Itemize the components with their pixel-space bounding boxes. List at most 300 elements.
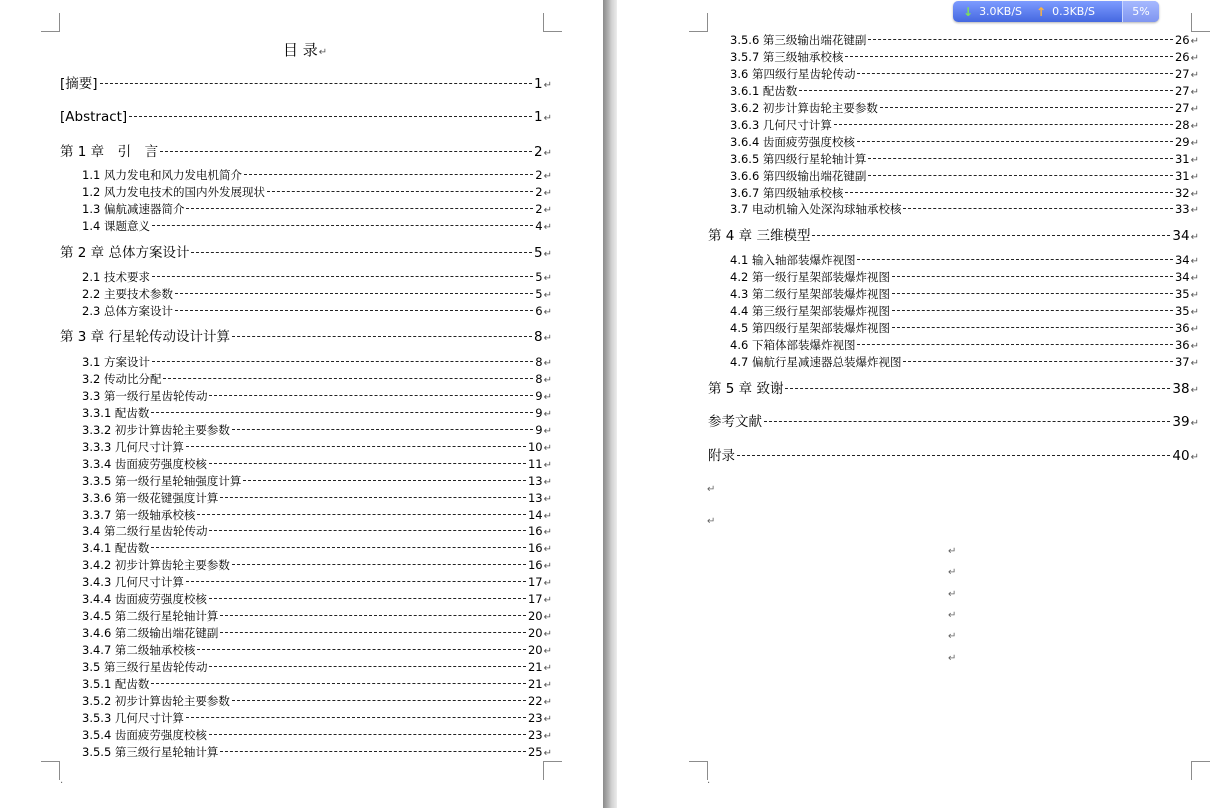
toc-leader-dots: [129, 116, 532, 117]
toc-entry-page: 8: [535, 355, 543, 369]
toc-entry[interactable]: [82, 490, 552, 506]
toc-entry-title: 3.3.2 初步计算齿轮主要参数: [82, 423, 230, 437]
toc-leader-dots: [151, 683, 526, 684]
toc-entry-page: 14: [527, 508, 543, 522]
toc-entry[interactable]: [60, 76, 552, 92]
paragraph-mark: ↵: [1190, 205, 1199, 216]
toc-entry-page: 16: [527, 558, 543, 572]
toc-entry[interactable]: [82, 405, 552, 421]
toc-entry[interactable]: [82, 540, 552, 556]
paragraph-mark: ↵: [543, 561, 552, 572]
paragraph-mark: ↵: [1190, 290, 1199, 301]
toc-entry[interactable]: [82, 727, 552, 743]
toc-entry-title: 3.7 电动机输入处深沟球轴承校核: [730, 202, 902, 216]
toc-entry-page: 1: [534, 76, 543, 92]
toc-entry-page: 39: [1172, 414, 1190, 430]
toc-entry-title: 第 5 章 致谢: [708, 381, 784, 397]
paragraph-mark: ↵: [1190, 452, 1199, 463]
toc-entry-page: 1: [534, 109, 543, 125]
toc-entry-page: 11: [527, 457, 543, 471]
toc-leader-dots: [220, 497, 526, 498]
toc-entry-title: 3.5.1 配齿数: [82, 677, 150, 691]
toc-leader-dots: [220, 615, 526, 616]
toc-entry-title: 3.6.3 几何尺寸计算: [730, 118, 832, 132]
upload-speed: 0.3KB/S: [1052, 5, 1096, 18]
toc-entry-page: 5: [534, 245, 543, 261]
toc-entry-page: 28: [1174, 118, 1190, 132]
toc-entry-page: 9: [535, 406, 543, 420]
toc-entry-page: 35: [1174, 287, 1190, 301]
toc-entry-title: 3.5.3 几何尺寸计算: [82, 711, 184, 725]
paragraph-mark: ↵: [1190, 189, 1199, 200]
toc-entry-page: 8: [535, 372, 543, 386]
toc-entry-title: 3.6.1 配齿数: [730, 84, 798, 98]
paragraph-mark: ↵: [543, 290, 552, 301]
toc-leader-dots: [175, 310, 533, 311]
toc-leader-dots: [209, 666, 526, 667]
toc-leader-dots: [857, 344, 1173, 345]
toc-entry[interactable]: [82, 693, 552, 709]
toc-entry-page: 40: [1172, 448, 1190, 464]
paragraph-mark: .: [60, 775, 64, 786]
paragraph-mark: ↵: [948, 631, 957, 642]
toc-list-left: [0, 0, 603, 808]
toc-entry-page: 31: [1174, 169, 1190, 183]
toc-entry-title: 4.1 输入轴部装爆炸视图: [730, 253, 856, 267]
paragraph-mark: ↵: [543, 680, 552, 691]
paragraph-mark: ↵: [1190, 307, 1199, 318]
document-page-left: [0, 0, 603, 808]
toc-entry-title: 第 3 章 行星轮传动设计计算: [60, 329, 230, 345]
paragraph-mark: ↵: [948, 610, 957, 621]
toc-entry[interactable]: [730, 117, 1199, 133]
toc-leader-dots: [799, 90, 1173, 91]
paragraph-mark: ↵: [543, 171, 552, 182]
toc-leader-dots: [232, 336, 532, 337]
toc-leader-dots: [163, 378, 533, 379]
paragraph-mark: ↵: [543, 731, 552, 742]
toc-entry-title: 1.1 风力发电和风力发电机简介: [82, 168, 242, 182]
toc-leader-dots: [903, 208, 1173, 209]
toc-entry-page: 5: [535, 270, 543, 284]
toc-entry[interactable]: [82, 269, 552, 285]
toc-entry[interactable]: [60, 144, 552, 160]
paragraph-mark: ↵: [543, 748, 552, 759]
paragraph-mark: ↵: [1190, 172, 1199, 183]
toc-entry-title: 4.5 第四级行星架部装爆炸视图: [730, 321, 890, 335]
paragraph-mark: ↵: [1190, 273, 1199, 284]
toc-entry-page: 17: [527, 575, 543, 589]
toc-entry[interactable]: [708, 414, 1199, 430]
toc-leader-dots: [834, 124, 1173, 125]
toc-entry-title: 3.5.5 第三级行星轮轴计算: [82, 745, 219, 759]
toc-entry-page: 2: [535, 168, 543, 182]
toc-list-right: [617, 0, 1229, 808]
paragraph-mark: ↵: [1190, 70, 1199, 81]
toc-entry-title: 4.4 第三级行星架部装爆炸视图: [730, 304, 890, 318]
toc-entry-title: 3.6 第四级行星齿轮传动: [730, 67, 856, 81]
toc-entry-page: 26: [1174, 50, 1190, 64]
toc-leader-dots: [267, 191, 533, 192]
toc-entry-page: 32: [1174, 186, 1190, 200]
toc-entry[interactable]: [708, 228, 1199, 244]
paragraph-mark: .: [707, 775, 711, 786]
toc-entry-page: 25: [527, 745, 543, 759]
paragraph-mark: ↵: [1190, 87, 1199, 98]
toc-leader-dots: [892, 276, 1173, 277]
toc-entry-title: 3.3.6 第一级花键强度计算: [82, 491, 219, 505]
toc-entry[interactable]: [82, 659, 552, 675]
paragraph-mark: ↵: [1190, 53, 1199, 64]
toc-entry-title: 4.7 偏航行星减速器总装爆炸视图: [730, 355, 902, 369]
paragraph-mark: ↵: [1190, 155, 1199, 166]
paragraph-mark: ↵: [543, 612, 552, 623]
network-speed-widget[interactable]: [953, 1, 1159, 22]
toc-entry[interactable]: [730, 100, 1199, 116]
toc-leader-dots: [160, 151, 532, 152]
paragraph-mark: ↵: [543, 494, 552, 505]
toc-entry-title: [摘要]: [60, 76, 98, 92]
toc-entry-page: 8: [534, 329, 543, 345]
toc-entry[interactable]: [730, 66, 1199, 82]
toc-entry-page: 36: [1174, 338, 1190, 352]
toc-leader-dots: [857, 259, 1173, 260]
toc-entry-title: 3.5.7 第三级轴承校核: [730, 50, 844, 64]
toc-leader-dots: [197, 514, 526, 515]
paragraph-mark: ↵: [1190, 232, 1199, 243]
toc-entry-title: 3.4.1 配齿数: [82, 541, 150, 555]
toc-entry-title: 4.6 下箱体部装爆炸视图: [730, 338, 856, 352]
toc-leader-dots: [186, 446, 526, 447]
toc-entry[interactable]: [82, 574, 552, 590]
toc-entry[interactable]: [82, 456, 552, 472]
toc-entry-title: 3.4 第二级行星齿轮传动: [82, 524, 208, 538]
toc-leader-dots: [244, 174, 533, 175]
toc-entry-title: 3.1 方案设计: [82, 355, 150, 369]
toc-entry[interactable]: [60, 329, 552, 345]
toc-leader-dots: [845, 192, 1173, 193]
paragraph-mark: ↵: [1190, 36, 1199, 47]
paragraph-mark: ↵: [543, 646, 552, 657]
toc-entry[interactable]: [82, 388, 552, 404]
toc-leader-dots: [152, 276, 533, 277]
paragraph-mark: ↵: [543, 477, 552, 488]
toc-leader-dots: [232, 700, 526, 701]
toc-entry[interactable]: [82, 710, 552, 726]
toc-entry-title: 3.4.3 几何尺寸计算: [82, 575, 184, 589]
toc-entry-title: 3.5 第三级行星齿轮传动: [82, 660, 208, 674]
toc-entry-title: 2.1 技术要求: [82, 270, 150, 284]
toc-leader-dots: [209, 530, 526, 531]
toc-entry-title: 第 4 章 三维模型: [708, 228, 811, 244]
toc-entry-page: 17: [527, 592, 543, 606]
toc-entry-title: 3.3.1 配齿数: [82, 406, 150, 420]
toc-entry[interactable]: [708, 381, 1199, 397]
toc-entry-title: 3.5.6 第三级输出端花键副: [730, 33, 867, 47]
toc-entry-page: 27: [1174, 101, 1190, 115]
toc-entry[interactable]: [82, 523, 552, 539]
paragraph-mark: ↵: [543, 307, 552, 318]
toc-entry-page: 16: [527, 524, 543, 538]
paragraph-mark: ↵: [543, 333, 552, 344]
toc-entry-page: 5: [535, 287, 543, 301]
toc-leader-dots: [152, 225, 533, 226]
toc-leader-dots: [175, 293, 533, 294]
toc-entry-page: 20: [527, 609, 543, 623]
toc-leader-dots: [151, 547, 526, 548]
toc-entry-title: 2.3 总体方案设计: [82, 304, 173, 318]
toc-entry[interactable]: [82, 608, 552, 624]
toc-entry-title: 3.4.6 第二级输出端花键副: [82, 626, 219, 640]
paragraph-mark: ↵: [543, 358, 552, 369]
upload-arrow-icon: ↑: [1036, 4, 1047, 19]
toc-entry-page: 37: [1174, 355, 1190, 369]
paragraph-mark: ↵: [543, 188, 552, 199]
toc-entry[interactable]: [82, 303, 552, 319]
toc-leader-dots: [209, 463, 526, 464]
toc-entry[interactable]: [730, 185, 1199, 201]
paragraph-mark: ↵: [707, 516, 716, 527]
toc-entry[interactable]: [730, 201, 1199, 217]
download-speed: 3.0KB/S: [979, 5, 1023, 18]
toc-entry-page: 4: [535, 219, 543, 233]
toc-entry-page: 13: [527, 474, 543, 488]
document-page-right: [617, 0, 1229, 808]
toc-entry-title: 1.4 课题意义: [82, 219, 150, 233]
toc-entry-page: 10: [527, 440, 543, 454]
toc-leader-dots: [186, 208, 533, 209]
toc-entry-title: 第 2 章 总体方案设计: [60, 245, 190, 261]
paragraph-mark: ↵: [543, 249, 552, 260]
toc-entry[interactable]: [730, 252, 1199, 268]
toc-leader-dots: [197, 649, 526, 650]
toc-leader-dots: [892, 310, 1173, 311]
paragraph-mark: ↵: [543, 222, 552, 233]
toc-entry-title: [Abstract]: [60, 109, 128, 125]
toc-entry[interactable]: [82, 591, 552, 607]
toc-entry[interactable]: [730, 134, 1199, 150]
toc-entry[interactable]: [82, 473, 552, 489]
toc-entry-page: 20: [527, 643, 543, 657]
toc-entry-page: 21: [527, 677, 543, 691]
toc-entry-page: 26: [1174, 33, 1190, 47]
toc-leader-dots: [845, 56, 1173, 57]
toc-entry-title: 3.6.5 第四级行星轮轴计算: [730, 152, 867, 166]
toc-entry[interactable]: [82, 507, 552, 523]
download-arrow-icon: ↓: [963, 4, 974, 19]
toc-entry-title: 4.2 第一级行星架部装爆炸视图: [730, 270, 890, 284]
paragraph-mark: ↵: [543, 629, 552, 640]
paragraph-mark: ↵: [543, 375, 552, 386]
toc-entry-title: 4.3 第二级行星架部装爆炸视图: [730, 287, 890, 301]
paragraph-mark: ↵: [543, 113, 552, 124]
toc-leader-dots: [209, 395, 533, 396]
toc-entry[interactable]: [82, 371, 552, 387]
toc-entry-title: 附录: [708, 448, 735, 464]
toc-entry-page: 34: [1174, 270, 1190, 284]
toc-leader-dots: [186, 717, 526, 718]
toc-entry-page: 22: [527, 694, 543, 708]
paragraph-mark: ↵: [543, 595, 552, 606]
paragraph-mark: ↵: [543, 578, 552, 589]
toc-entry-title: 3.3 第一级行星齿轮传动: [82, 389, 208, 403]
toc-entry[interactable]: [730, 303, 1199, 319]
toc-leader-dots: [243, 480, 526, 481]
toc-entry[interactable]: [730, 320, 1199, 336]
toc-entry[interactable]: [82, 642, 552, 658]
toc-entry-page: 23: [527, 728, 543, 742]
paragraph-mark: ↵: [543, 409, 552, 420]
toc-entry[interactable]: [730, 286, 1199, 302]
toc-leader-dots: [220, 751, 526, 752]
toc-entry-page: 33: [1174, 202, 1190, 216]
toc-entry[interactable]: [82, 218, 552, 234]
toc-entry-page: 34: [1172, 228, 1190, 244]
toc-title: 目 录↵: [283, 41, 328, 59]
toc-leader-dots: [209, 734, 526, 735]
paragraph-mark: ↵: [1190, 138, 1199, 149]
paragraph-mark: ↵: [543, 511, 552, 522]
toc-leader-dots: [868, 175, 1173, 176]
toc-entry-page: 6: [535, 304, 543, 318]
paragraph-mark: ↵: [543, 426, 552, 437]
toc-leader-dots: [857, 141, 1173, 142]
paragraph-mark: ↵: [543, 697, 552, 708]
toc-entry[interactable]: [730, 151, 1199, 167]
toc-entry-title: 1.3 偏航减速器简介: [82, 202, 185, 216]
toc-entry[interactable]: [708, 448, 1199, 464]
toc-leader-dots: [764, 421, 1170, 422]
toc-leader-dots: [186, 581, 526, 582]
toc-entry-title: 第 1 章 引 言: [60, 144, 159, 160]
toc-entry[interactable]: [60, 109, 552, 125]
paragraph-mark: ↵: [1190, 121, 1199, 132]
toc-entry-title: 3.5.4 齿面疲劳强度校核: [82, 728, 207, 742]
toc-entry-page: 31: [1174, 152, 1190, 166]
toc-entry[interactable]: [82, 625, 552, 641]
paragraph-mark: ↵: [1190, 256, 1199, 267]
toc-entry-title: 3.2 传动比分配: [82, 372, 162, 386]
paragraph-mark: ↵: [543, 80, 552, 91]
toc-entry[interactable]: [82, 184, 552, 200]
paragraph-mark: ↵: [543, 443, 552, 454]
paragraph-mark: ↵: [543, 544, 552, 555]
toc-entry-page: 35: [1174, 304, 1190, 318]
paragraph-mark: ↵: [543, 205, 552, 216]
toc-entry-page: 34: [1174, 253, 1190, 267]
paragraph-mark: ↵: [543, 663, 552, 674]
toc-entry[interactable]: [82, 286, 552, 302]
toc-leader-dots: [812, 235, 1170, 236]
toc-leader-dots: [209, 598, 526, 599]
toc-entry[interactable]: [82, 439, 552, 455]
toc-entry[interactable]: [82, 744, 552, 760]
toc-entry-title: 1.2 风力发电技术的国内外发展现状: [82, 185, 265, 199]
toc-entry[interactable]: [82, 422, 552, 438]
toc-entry-page: 20: [527, 626, 543, 640]
toc-entry-page: 2: [535, 202, 543, 216]
toc-entry-page: 13: [527, 491, 543, 505]
toc-entry[interactable]: [730, 337, 1199, 353]
toc-leader-dots: [152, 361, 533, 362]
toc-entry-page: 9: [535, 423, 543, 437]
toc-entry[interactable]: [730, 83, 1199, 99]
toc-entry[interactable]: [730, 354, 1199, 370]
toc-leader-dots: [220, 632, 526, 633]
toc-leader-dots: [868, 158, 1173, 159]
toc-entry-page: 38: [1172, 381, 1190, 397]
toc-entry-title: 3.6.4 齿面疲劳强度校核: [730, 135, 855, 149]
toc-entry[interactable]: [82, 167, 552, 183]
toc-entry-title: 3.6.6 第四级输出端花键副: [730, 169, 867, 183]
toc-entry-page: 27: [1174, 84, 1190, 98]
cpu-usage: 5%: [1122, 1, 1159, 22]
paragraph-mark: ↵: [543, 392, 552, 403]
toc-entry-page: 29: [1174, 135, 1190, 149]
paragraph-mark: ↵: [543, 527, 552, 538]
paragraph-mark: ↵: [948, 567, 957, 578]
toc-entry[interactable]: [82, 354, 552, 370]
toc-entry[interactable]: [82, 676, 552, 692]
toc-leader-dots: [857, 73, 1173, 74]
toc-entry-page: 21: [527, 660, 543, 674]
toc-entry[interactable]: [730, 49, 1199, 65]
toc-entry[interactable]: [730, 269, 1199, 285]
toc-entry-page: 23: [527, 711, 543, 725]
toc-entry-title: 3.4.7 第二级轴承校核: [82, 643, 196, 657]
toc-entry[interactable]: [82, 557, 552, 573]
toc-leader-dots: [892, 327, 1173, 328]
toc-leader-dots: [868, 39, 1173, 40]
toc-entry[interactable]: [60, 245, 552, 261]
paragraph-mark: ↵: [543, 460, 552, 471]
paragraph-mark: ↵: [543, 714, 552, 725]
toc-leader-dots: [892, 293, 1173, 294]
paragraph-mark: ↵: [707, 484, 716, 495]
paragraph-mark: ↵: [948, 589, 957, 600]
toc-entry-title: 3.4.5 第二级行星轮轴计算: [82, 609, 219, 623]
paragraph-mark: ↵: [1190, 104, 1199, 115]
toc-entry[interactable]: [730, 32, 1199, 48]
toc-entry-page: 2: [534, 144, 543, 160]
toc-leader-dots: [100, 83, 532, 84]
toc-leader-dots: [737, 455, 1170, 456]
toc-entry-title: 3.3.4 齿面疲劳强度校核: [82, 457, 207, 471]
toc-leader-dots: [903, 361, 1173, 362]
toc-entry-title: 3.3.7 第一级轴承校核: [82, 508, 196, 522]
toc-entry-title: 3.3.3 几何尺寸计算: [82, 440, 184, 454]
toc-entry-title: 3.4.2 初步计算齿轮主要参数: [82, 558, 230, 572]
toc-leader-dots: [785, 388, 1170, 389]
toc-entry[interactable]: [730, 168, 1199, 184]
toc-leader-dots: [232, 429, 533, 430]
toc-entry-title: 2.2 主要技术参数: [82, 287, 173, 301]
toc-entry[interactable]: [82, 201, 552, 217]
toc-leader-dots: [232, 564, 526, 565]
paragraph-mark: ↵: [1190, 341, 1199, 352]
toc-leader-dots: [191, 252, 532, 253]
toc-entry-title: 参考文献: [708, 414, 762, 430]
toc-entry-page: 9: [535, 389, 543, 403]
paragraph-mark: ↵: [1190, 324, 1199, 335]
toc-entry-title: 3.6.7 第四级轴承校核: [730, 186, 844, 200]
toc-leader-dots: [151, 412, 533, 413]
toc-entry-page: 16: [527, 541, 543, 555]
toc-entry-title: 3.4.4 齿面疲劳强度校核: [82, 592, 207, 606]
paragraph-mark: ↵: [1190, 385, 1199, 396]
page-gap: [603, 0, 617, 808]
toc-entry-page: 2: [535, 185, 543, 199]
